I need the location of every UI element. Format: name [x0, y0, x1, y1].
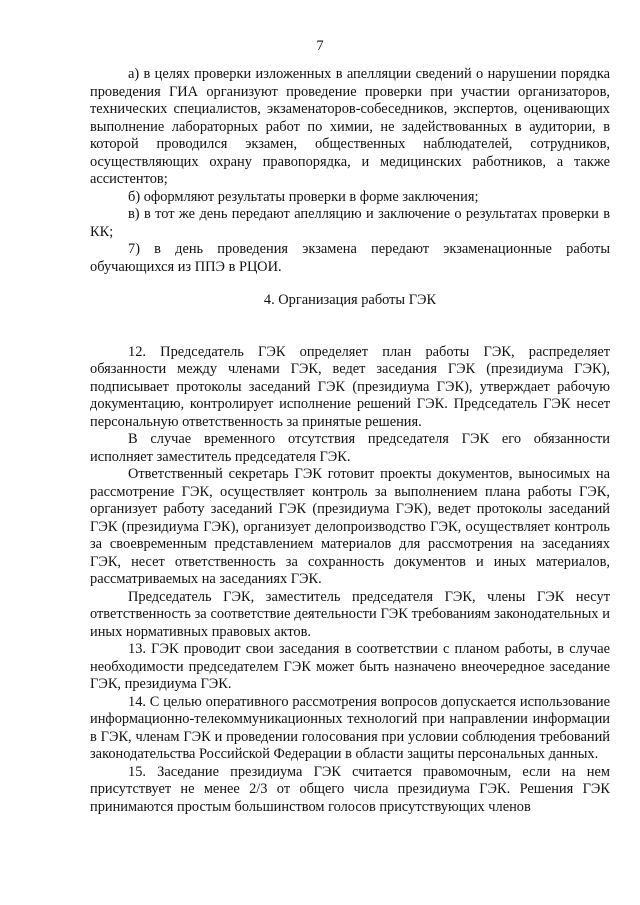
paragraph: 13. ГЭК проводит свои заседания в соответствии с планом работы, в случае необходимости председателем ГЭК может быть назначено внеочередное заседание ГЭК, президиума ГЭК. — [90, 641, 610, 692]
paragraph: 12. Председатель ГЭК определяет план работы ГЭК, распределяет обязанности между членами ГЭК, ведет заседания ГЭК (президиума ГЭК), подписывает протоколы заседаний ГЭК (президиума ГЭК), утверждает рабочую документацию, контролирует исполнение решений ГЭК. Председатель ГЭК несет персональную ответственность за принятые решения. — [90, 343, 610, 430]
paragraph: В случае временного отсутствия председателя ГЭК его обязанности исполняет заместитель председателя ГЭК. — [90, 431, 610, 465]
document-body — [90, 66, 610, 816]
paragraph: Ответственный секретарь ГЭК готовит проекты документов, выносимых на рассмотрение ГЭК, осуществляет контроль за выполнением плана работы ГЭК, организует работу заседаний ГЭК (президиума ГЭК), ведет протоколы заседаний ГЭК (президиума ГЭК), организует делопроизводство ГЭК, осуществляет контроль за своевременным представлением материалов для рассмотрения на заседаниях ГЭК, несет ответственность за сохранность документов и иных материалов, рассматриваемых на заседаниях ГЭК. — [90, 466, 610, 587]
paragraph: 7) в день проведения экзамена передают экзаменационные работы обучающихся из ППЭ в РЦОИ. — [90, 241, 610, 275]
paragraph: в) в тот же день передают апелляцию и заключение о результатах проверки в КК; — [90, 206, 610, 240]
paragraph: а) в целях проверки изложенных в апелляции сведений о нарушении порядка проведения ГИА организуют проведение проверки при участии организаторов, технических специалистов, экзаменаторов-собеседников, экспертов, оценивающих выполнение лабораторных работ по химии, не задействованных в аудитории, в которой проводился экзамен, общественных наблюдателей, сотрудников, осуществляющих охрану правопорядка, и медицинских работников, а также ассистентов; — [90, 66, 610, 187]
section-heading: 4. Организация работы ГЭК — [263, 292, 437, 308]
paragraph: 14. С целью оперативного рассмотрения вопросов допускается использование информационно-телекоммуникационных технологий при направлении информации в ГЭК, членам ГЭК и проведении голосования при условии соблюдения требований законодательства Российской Федерации в области защиты персональных данных. — [90, 693, 610, 762]
paragraph: 15. Заседание президиума ГЭК считается правомочным, если на нем присутствует не менее 2/3 от общего числа президиума ГЭК. Решения ГЭК принимаются простым большинством голосов присутствующих членов — [90, 763, 610, 815]
paragraph: Председатель ГЭК, заместитель председателя ГЭК, члены ГЭК несут ответственность за соответствие деятельности ГЭК требованиям законодательных и иных нормативных правовых актов. — [90, 588, 610, 640]
page-number: 7 — [316, 38, 324, 54]
paragraph: б) оформляют результаты проверки в форме заключения; — [128, 188, 479, 205]
